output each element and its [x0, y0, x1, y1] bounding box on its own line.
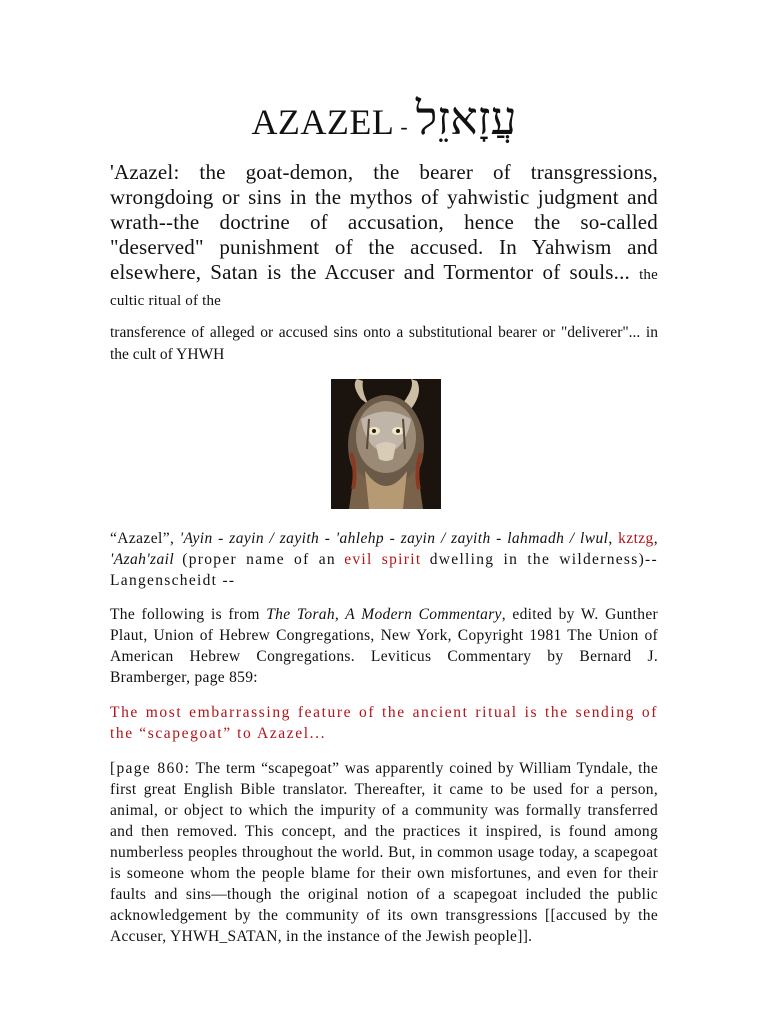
- source-post: , edited by W. Gunther Plaut, Union of Hebrew Congregations, New York, Copyright 1981 The Union of American Hebrew Congregations. Leviticus Commentary by Bernard J. Bramberger, page 859:: [110, 606, 658, 686]
- source-book-title: The Torah, A Modern Commentary: [266, 606, 502, 623]
- commentary-page-ref: [page 860:: [110, 760, 191, 777]
- etymology-term: “Azazel”,: [110, 530, 175, 547]
- title-latin: AZAZEL: [251, 102, 395, 142]
- etymology-def-a: (proper name of an: [182, 551, 336, 568]
- intro-small-tail: the cultic ritual of the: [110, 267, 658, 309]
- intro-main-text: 'Azazel: the goat-demon, the bearer of transgressions, wrongdoing or sins in the mythos of yahwistic judgment and wrath--the doctrine of accusation, hence the so-called "deserved" punishment of the accused. In Yahwism and elsewhere, Satan is the: [110, 160, 658, 284]
- etymology-translit: 'Azah'zail: [110, 551, 175, 568]
- title-dash: -: [400, 114, 408, 139]
- commentary-text: The term “scapegoat” was apparently coined by William Tyndale, the first great English Bible translator. Thereafter, it came to be used for a person, animal, or object to which the impurity of a community was formally transferred and then removed. This concept, and the practices it inspired, is found among numberless peoples throughout the world. But, in common usage today, a scapegoat is someone whom the people blame for their own misfortunes, and even for their faults and sins—though the original notion of a scapegoat included the public acknowledgement by the community of its own transgressions [[accused by the Accuser, YHWH_SATAN, in the instance of the Jewish people]].: [110, 760, 659, 945]
- etymology-code: kztzg: [618, 530, 654, 547]
- red-quote-paragraph: The most embarrassing feature of the ancient ritual is the sending of the “scapegoat” to Azazel...: [110, 704, 658, 742]
- goat-demon-photo: [331, 379, 441, 509]
- goat-demon-mask-image: [331, 379, 441, 509]
- intro-small-paragraph: transference of alleged or accused sins onto a substitutional bearer or "deliverer"... in the cult of YHWH: [110, 324, 658, 363]
- source-paragraph: [110, 604, 658, 688]
- etymology-letters: 'Ayin - zayin / zayith - 'ahlehp - zayin / zayith - lahmadh / lwul: [179, 530, 609, 547]
- source-pre: The following is from: [110, 606, 260, 623]
- etymology-def-red: evil spirit: [344, 551, 422, 568]
- etymology-def-b: dwelling in the wilderness)-- Langenscheidt --: [110, 551, 658, 589]
- intro-paragraph: [110, 160, 658, 312]
- intro-last-line: Accuser and Tormentor of souls...: [324, 260, 631, 284]
- page-title: [0, 92, 768, 145]
- etymology-paragraph: “Azazel”, 'Ayin - zayin / zayith - 'ahlehp - zayin / zayith - lahmadh / lwul, kztzg, 'Azah'zail (proper name of an evil spirit dwelling in the wilderness)-- Langenscheidt --: [110, 530, 658, 589]
- commentary-paragraph: [110, 758, 658, 947]
- title-hebrew: עֲזָאזֵל: [415, 93, 517, 144]
